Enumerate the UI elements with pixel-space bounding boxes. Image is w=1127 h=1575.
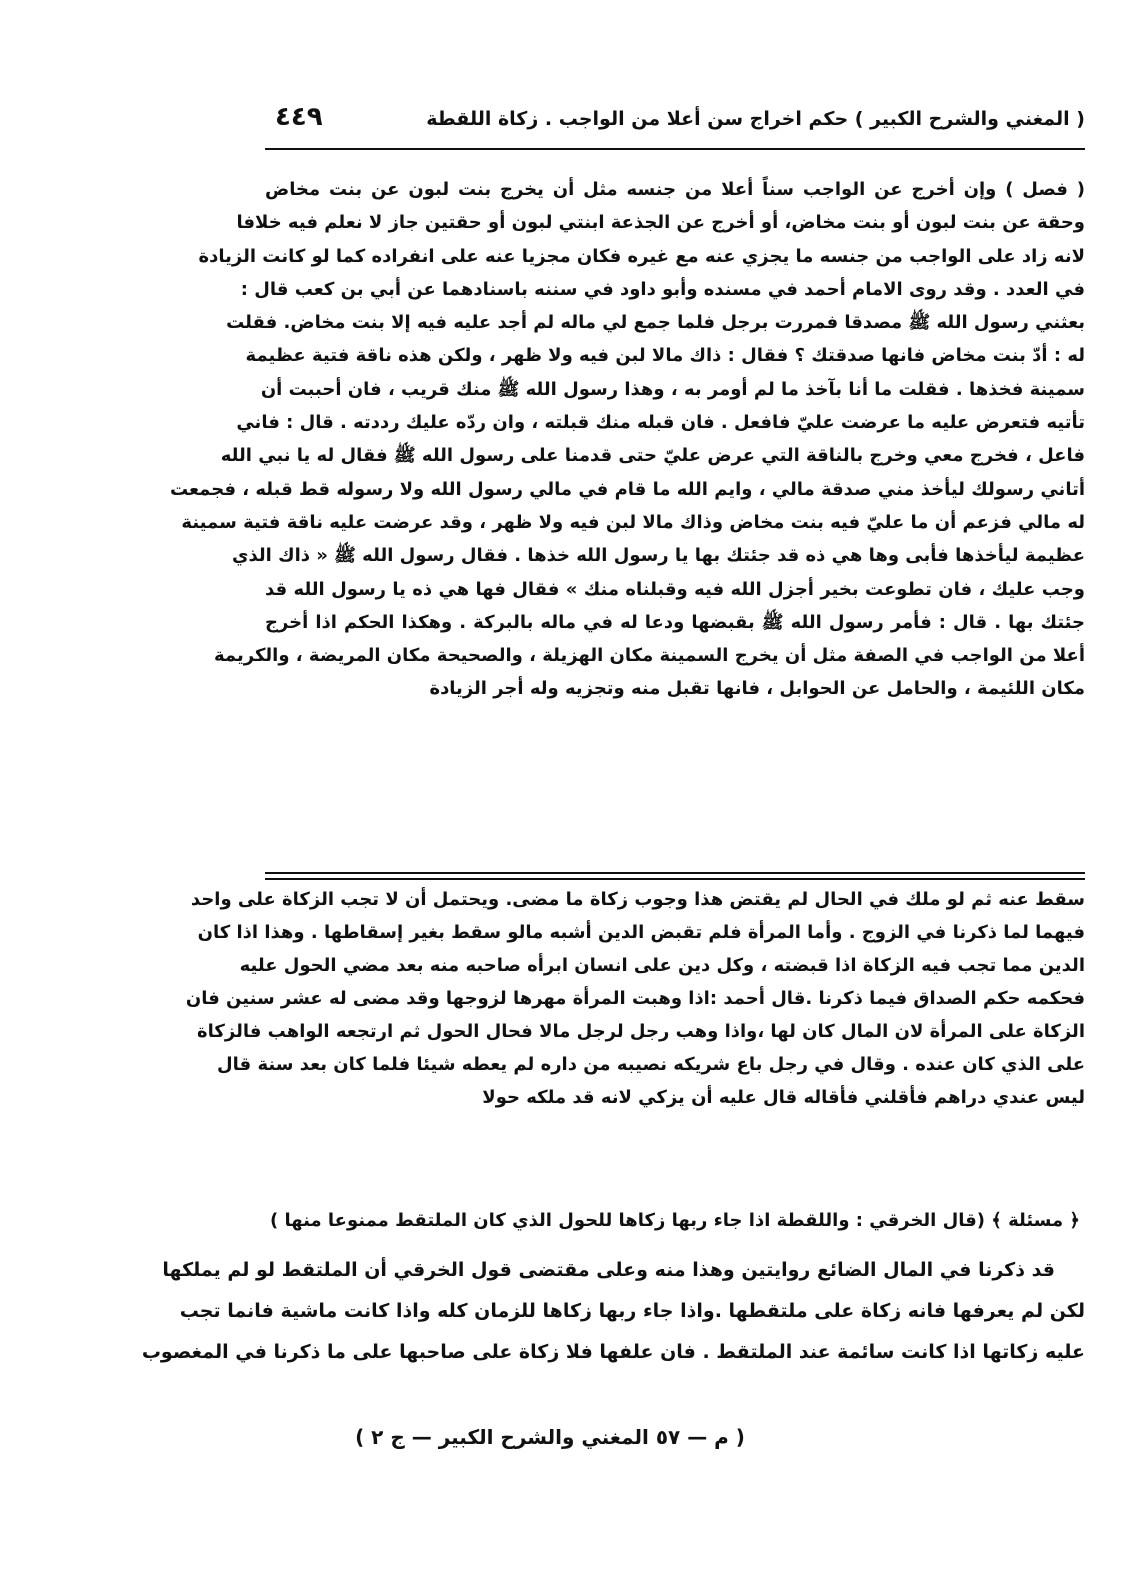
text-line: سقط عنه ثم لو ملك في الحال لم يقتض هذا وجوب زكاة ما مضى. ويحتمل أن لا تجب الزكاة على واحد [190,889,1085,910]
text-line: على الذي كان عنده . وقال في رجل باع شريكه نصيبه من داره لم يعطه شيئا فلما كان بعد سنة قال [217,1054,1085,1075]
text-line: قد ذكرنا في المال الضائع روايتين وهذا منه وعلى مقتضى قول الخرقي أن الملتقط لو لم يملكها [162,1259,1055,1281]
text-line: وجب عليك ، فان تطوعت بخير أجزل الله فيه وقبلناه منك » فقال فها هي ذه يا رسول الله قد [265,578,1085,600]
text-line: له مالي فزعم أن ما عليّ فيه بنت مخاض وذاك مالا لبن فيه ولا ظهر ، وقد عرضت عليه ناقة فتية سمينة [181,511,1085,533]
header-title: ( المغني والشرح الكبير ) حكم اخراج سن أعلا من الواجب . زكاة اللقطة [426,108,1085,130]
text-line: أعلا من الواجب في الصفة مثل أن يخرج السمينة مكان الهزيلة ، والصحيحة مكان المريضة ، والكريمة [214,645,1085,667]
text-line: فيهما لما ذكرنا في الزوج . وأما المرأة فلم تقبض الدين أشبه مالو سقط بغير إسقاطها . وهذا اذا كان [197,922,1085,943]
text-line: في العدد . وقد روى الامام أحمد في مسنده وأبو داود في سننه باسنادهما عن أبي بن كعب قال : [240,278,1085,300]
signature-footer: ( م — ٥٧ المغني والشرح الكبير — ج ٢ ) [355,1425,745,1449]
text-line: فحكمه حكم الصداق فيما ذكرنا .قال أحمد :اذا وهبت المرأة مهرها لزوجها وقد مضى له عشر سنين فان [185,988,1085,1009]
text-line: عليه زكاتها اذا كانت سائمة عند الملتقط . فان علفها فلا زكاة على صاحبها على ما ذكرنا في المغصوب [141,1341,1085,1363]
main-text [169,173,1085,706]
page-number: ٤٤٩ [275,102,323,132]
text-line: مكان اللئيمة ، والحامل عن الحوابل ، فانها تقبل منه وتجزيه وله أجر الزيادة [429,678,1085,700]
running-header [265,102,1085,142]
text-line: له : أدّ بنت مخاض فانها صدقتك ؟ فقال : ذاك مالا لبن فيه ولا ظهر ، ولكن هذه ناقة فتية عظيمة [245,345,1085,367]
text-line: تأتيه فتعرض عليه ما عرضت عليّ فافعل . فان قبله منك قبلته ، وان ردّه عليك رددته . قال : فاني [236,412,1085,434]
commentary-text [185,883,1085,1114]
separator-rule-top [265,872,1085,874]
text-line: جئتك بها . قال : فأمر رسول الله ﷺ بقبضها ودعا له في ماله بالبركة . وهكذا الحكم اذا أخرج [265,611,1085,633]
separator-rule-bottom [265,878,1085,880]
text-line: وحقة عن بنت لبون أو بنت مخاض، أو أخرج عن الجذعة ابنتي لبون أو حقتين جاز لا نعلم فيه خلافا [236,212,1085,234]
text-line: سمينة فخذها . فقلت ما أنا بآخذ ما لم أومر به ، وهذا رسول الله ﷺ منك قريب ، فان أحببت أن [260,378,1085,400]
text-line: أتاني رسولك ليأخذ مني صدقة مالي ، وايم الله ما قام في مالي رسول الله ولا رسوله قط قبله ، فجمعت [169,478,1085,500]
text-line: فاعل ، فخرج معي وخرج بالناقة التي عرض عليّ حتى قدمنا على رسول الله ﷺ فقال له يا نبي الله [220,445,1085,467]
text-line: ليس عندي دراهم فأقلني فأقاله قال عليه أن يزكي لانه قد ملكه حولا [482,1087,1085,1108]
text-line: الزكاة على المرأة لان المال كان لها ،واذا وهب رجل لرجل مالا فحال الحول ثم ارتجعه الواهب فالزكاة [197,1021,1085,1042]
text-line: عظيمة ليأخذها فأبى وها هي ذه قد جئتك بها يا رسول الله خذها . فقال رسول الله ﷺ « ذاك الذي [232,545,1085,567]
masala-text [141,1250,1085,1373]
masala-heading: ﴿ مسئلة ﴾ (قال الخرقي : واللقطة اذا جاء ربها زكاها للحول الذي كان الملتقط ممنوعا منها ) [270,1210,1080,1231]
text-line: لكن لم يعرفها فانه زكاة على ملتقطها .واذا جاء ربها زكاها للزمان كله واذا كانت ماشية فانما تجب [179,1300,1085,1322]
text-line: ( فصل ) وإن أخرج عن الواجب سناً أعلا من جنسه مثل أن يخرج بنت لبون عن بنت مخاض [265,179,1085,200]
text-line: لانه زاد على الواجب من جنسه ما يجزي عنه مع غيره فكان مجزيا عنه على انفراده كما لو كانت الزيادة [198,245,1085,267]
text-line: الدين مما تجب فيه الزكاة اذا قبضته ، وكل دين على انسان ابرأه صاحبه منه بعد مضي الحول عليه [239,955,1085,976]
text-line: بعثني رسول الله ﷺ مصدقا فمررت برجل فلما جمع لي ماله لم أجد عليه فيه إلا بنت مخاض. فقلت [226,312,1085,334]
header-rule [265,148,1085,150]
